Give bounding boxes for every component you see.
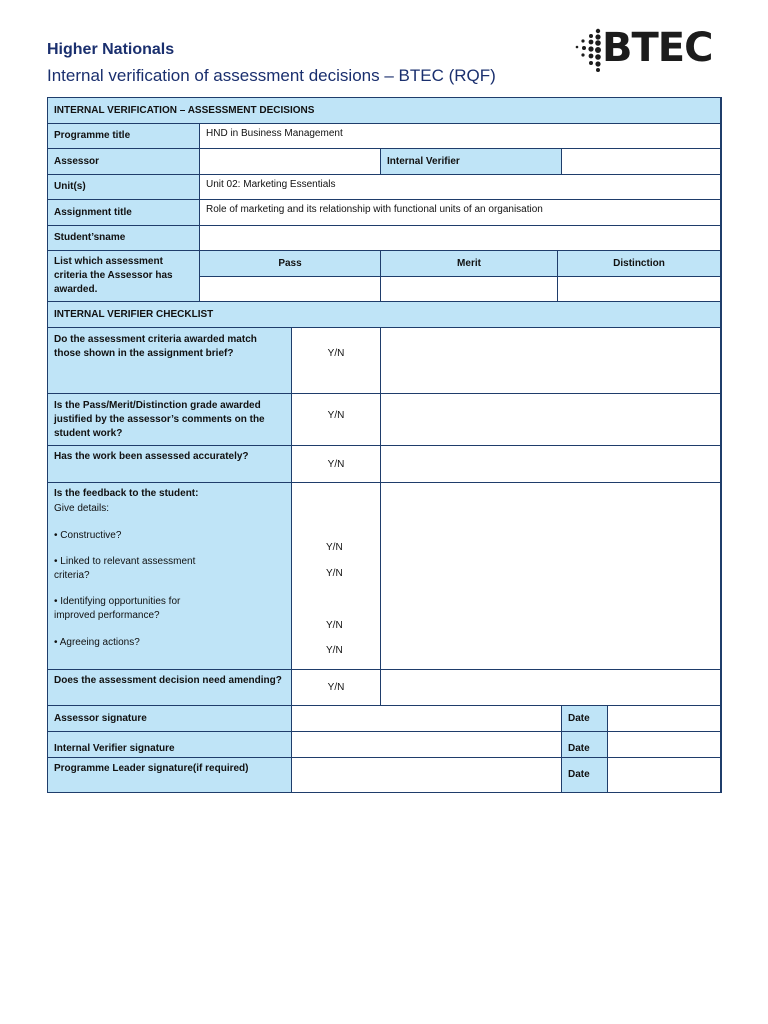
comment-decision-amending[interactable] — [381, 670, 721, 706]
yn-grade-justified[interactable]: Y/N — [292, 394, 381, 446]
merit-header: Merit — [381, 251, 558, 277]
question-assessed-accurately: Has the work been assessed accurately? — [48, 446, 292, 483]
programme-title-label: Programme title — [48, 124, 200, 149]
distinction-field[interactable] — [558, 277, 721, 302]
yn-opportunities[interactable]: Y/N — [326, 620, 343, 631]
feedback-item-linked: • Linked to relevant assessment criteria? — [54, 556, 196, 581]
section-heading: INTERNAL VERIFICATION – ASSESSMENT DECISIONS — [48, 98, 721, 124]
yn-actions[interactable]: Y/N — [326, 645, 343, 656]
feedback-item-actions: • Agreeing actions? — [54, 637, 140, 648]
yn-decision-amending[interactable]: Y/N — [292, 670, 381, 706]
internal-verifier-label: Internal Verifier — [381, 149, 562, 175]
pass-field[interactable] — [200, 277, 381, 302]
header-title: Higher Nationals — [47, 41, 175, 58]
feedback-item-opportunities: • Identifying opportunities for improved performance? — [54, 596, 181, 621]
verifier-signature-label: Internal Verifier signature — [48, 732, 292, 758]
yn-constructive[interactable]: Y/N — [326, 542, 343, 553]
comment-feedback[interactable] — [381, 483, 721, 670]
header-subtitle: Internal verification of assessment decisions – BTEC (RQF) — [47, 66, 496, 85]
criteria-label: List which assessment criteria the Assessor has awarded. — [48, 251, 200, 302]
feedback-item-constructive: • Constructive? — [54, 530, 122, 541]
logo-text: BTEC — [602, 25, 713, 71]
assessor-date-label: Date — [562, 706, 608, 732]
units-label: Unit(s) — [48, 175, 200, 200]
yn-feedback-cell — [292, 483, 381, 670]
merit-field[interactable] — [381, 277, 558, 302]
assessor-label: Assessor — [48, 149, 200, 175]
dots-logo-icon — [574, 28, 604, 72]
leader-date-label: Date — [562, 758, 608, 792]
comment-criteria-match[interactable] — [381, 328, 721, 394]
leader-signature-field[interactable] — [292, 758, 562, 792]
leader-signature-label: Programme Leader signature(if required) — [48, 758, 292, 792]
yn-linked[interactable]: Y/N — [326, 568, 343, 579]
yn-criteria-match[interactable]: Y/N — [292, 328, 381, 394]
internal-verifier-field[interactable] — [562, 149, 721, 175]
assessor-signature-label: Assessor signature — [48, 706, 292, 732]
yn-assessed-accurately[interactable]: Y/N — [292, 446, 381, 483]
btec-logo — [574, 22, 724, 74]
comment-assessed-accurately[interactable] — [381, 446, 721, 483]
question-decision-amending: Does the assessment decision need amending? — [48, 670, 292, 706]
student-name-label: Student’sname — [48, 226, 200, 251]
student-name-field[interactable] — [200, 226, 721, 251]
feedback-title: Is the feedback to the student: — [54, 488, 199, 499]
checklist-heading: INTERNAL VERIFIER CHECKLIST — [48, 302, 721, 328]
assignment-title-field[interactable]: Role of marketing and its relationship with functional units of an organisation — [200, 200, 721, 226]
assignment-title-label: Assignment title — [48, 200, 200, 226]
assessor-field[interactable] — [200, 149, 381, 175]
verifier-signature-field[interactable] — [292, 732, 562, 758]
distinction-header: Distinction — [558, 251, 721, 277]
assessor-date-field[interactable] — [608, 706, 721, 732]
question-grade-justified: Is the Pass/Merit/Distinction grade awarded justified by the assessor’s comments on the student work? — [48, 394, 292, 446]
comment-grade-justified[interactable] — [381, 394, 721, 446]
question-criteria-match: Do the assessment criteria awarded match those shown in the assignment brief? — [48, 328, 292, 394]
units-field[interactable]: Unit 02: Marketing Essentials — [200, 175, 721, 200]
assessor-signature-field[interactable] — [292, 706, 562, 732]
programme-title-field[interactable]: HND in Business Management — [200, 124, 721, 149]
feedback-give-details: Give details: — [54, 503, 110, 514]
verifier-date-field[interactable] — [608, 732, 721, 758]
leader-date-field[interactable] — [608, 758, 721, 792]
question-feedback — [48, 483, 292, 670]
verifier-date-label: Date — [562, 732, 608, 758]
pass-header: Pass — [200, 251, 381, 277]
verification-form — [47, 97, 722, 793]
